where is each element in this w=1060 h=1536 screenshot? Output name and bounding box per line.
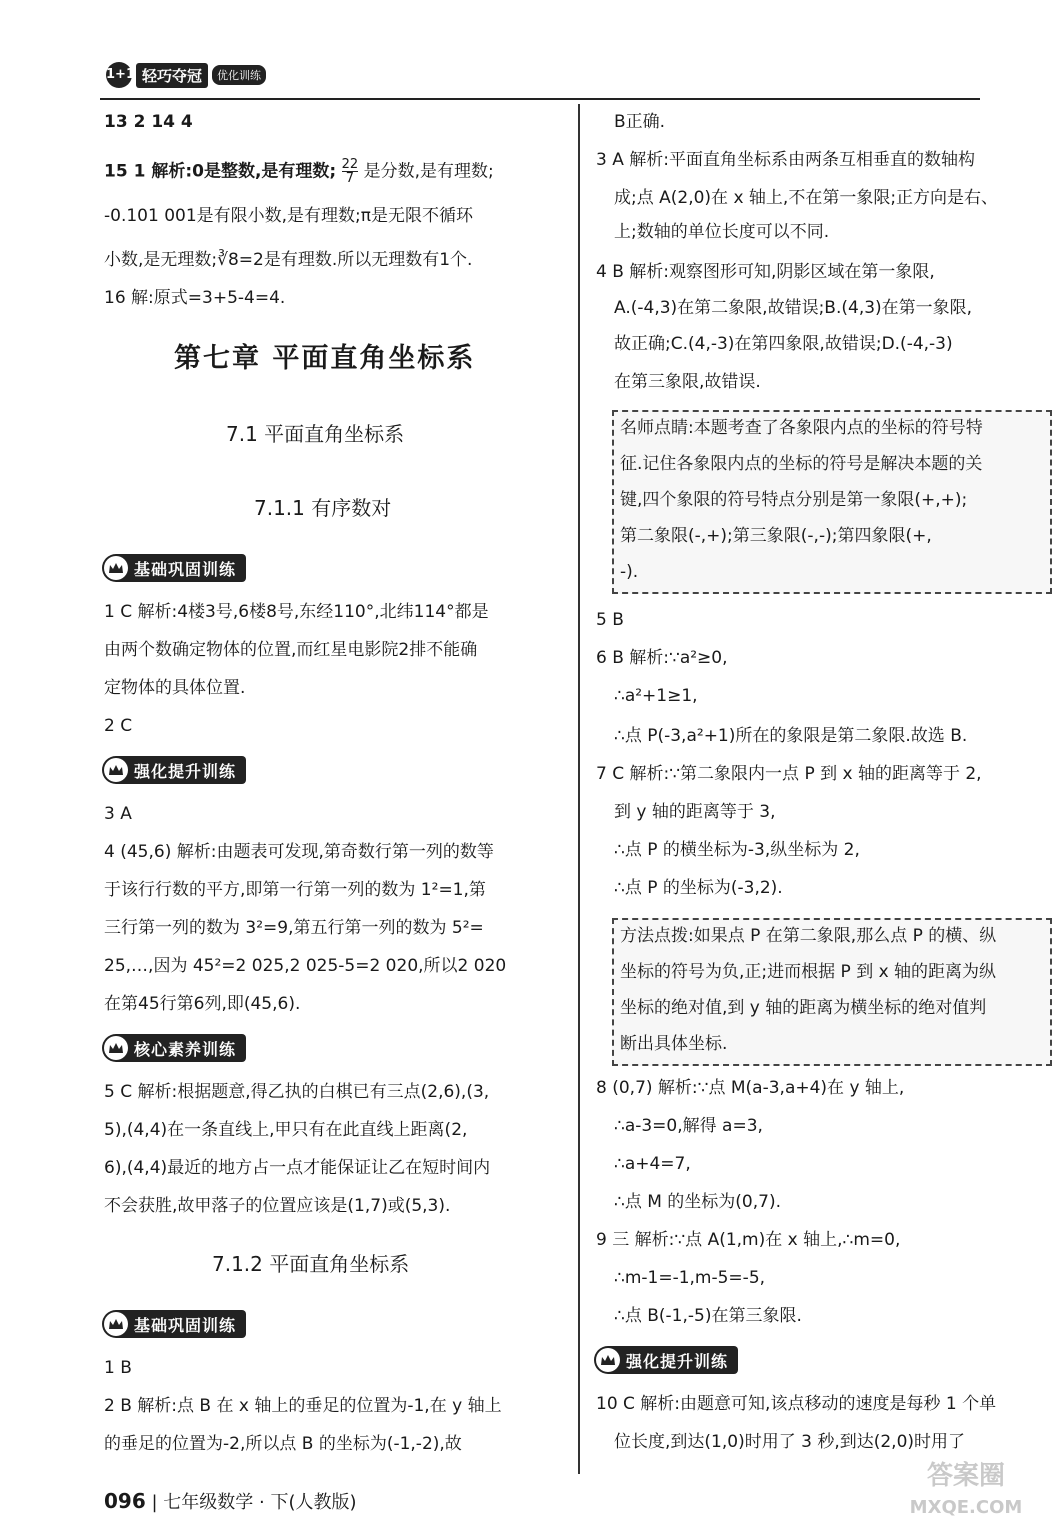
fraction-numerator: 22 [341,157,359,172]
tip-line: 名师点睛:本题考查了各象限内点的坐标的符号特 [620,418,983,438]
logo-subtitle: 优化训练 [212,65,266,85]
answer-line: 5 C 解析:根据题意,得乙执的白棋已有三点(2,6),(3, [104,1082,490,1102]
answer-line: 2 C [104,716,133,736]
tip-line: 键,四个象限的符号特点分别是第一象限(+,+); [620,490,968,510]
answer-text: 15 1 解析:0是整数,是有理数; [104,161,337,182]
tip-line: -). [620,562,639,582]
answer-line: B正确. [614,112,666,132]
crown-icon [596,1348,620,1372]
answer-line: 1 C 解析:4楼3号,6楼8号,东经110°,北纬114°都是 [104,602,489,622]
answer-line: 三行第一列的数为 3²=9,第五行第一列的数为 5²= [104,918,484,938]
answer-line: 故正确;C.(4,-3)在第四象限,故错误;D.(-4,-3) [614,334,953,354]
answer-line: 4 B 解析:观察图形可知,阴影区域在第一象限, [596,262,935,282]
answer-line: 于该行行数的平方,即第一行第一列的数为 1²=1,第 [104,880,486,900]
answer-line: 6 B 解析:∵a²≥0, [596,648,728,668]
tip-line: 断出具体坐标. [620,1034,728,1054]
section-banner [102,756,246,784]
crown-icon [104,758,128,782]
answer-line: A.(-4,3)在第二象限,故错误;B.(4,3)在第一象限, [614,298,973,318]
answer-line: 到 y 轴的距离等于 3, [614,802,776,822]
subsection-title: 7.1.2 平面直角坐标系 [212,1252,410,1276]
banner-label: 基础巩固训练 [134,1315,237,1335]
answer-line: 3 A 解析:平面直角坐标系由两条互相垂直的数轴构 [596,150,975,170]
logo-mark: 1+1 [106,62,132,88]
answer-line: ∴a²+1≥1, [614,686,698,706]
answer-line: ∴点 P 的横坐标为-3,纵坐标为 2, [614,840,860,860]
answer-line: ∴点 P(-3,a²+1)所在的象限是第二象限.故选 B. [614,726,968,746]
answer-line: 不会获胜,故甲落子的位置应该是(1,7)或(5,3). [104,1196,451,1216]
watermark [886,1460,1046,1530]
answer-line: 9 三 解析:∵点 A(1,m)在 x 轴上,∴m=0, [596,1230,901,1250]
answer-line: 13 2 14 4 [104,112,193,132]
fraction [342,158,359,185]
banner-label: 强化提升训练 [626,1351,729,1371]
tip-box [612,410,1052,594]
watermark-line: MXQE.COM [909,1497,1023,1518]
answer-line: 5),(4,4)在一条直线上,甲只有在此直线上距离(2, [104,1120,468,1140]
answer-line: 在第45行第6列,即(45,6). [104,994,301,1014]
answer-line: 在第三象限,故错误. [614,372,761,392]
subsection-title: 7.1.1 有序数对 [254,496,392,520]
fraction-denominator: 7 [342,171,359,185]
answer-line: ∴点 M 的坐标为(0,7). [614,1192,781,1212]
answer-line: 8 (0,7) 解析:∵点 M(a-3,a+4)在 y 轴上, [596,1078,905,1098]
answer-line-15 [104,158,494,185]
answer-line: 4 (45,6) 解析:由题表可发现,第奇数行第一列的数等 [104,842,494,862]
answer-line: 小数,是无理数;∛8=2是有理数.所以无理数有1个. [104,250,473,270]
section-banner [102,1034,246,1062]
tip-box [612,918,1052,1066]
tip-line: 坐标的符号为负,正;进而根据 P 到 x 轴的距离为纵 [620,962,997,982]
tip-line: 征.记住各象限内点的坐标的符号是解决本题的关 [620,454,983,474]
answer-line: ∴点 P 的坐标为(-3,2). [614,878,783,898]
answer-line: ∴a+4=7, [614,1154,691,1174]
answer-line: ∴m-1=-1,m-5=-5, [614,1268,766,1288]
brand-logo [106,62,266,88]
crown-icon [104,1312,128,1336]
answer-line: 2 B 解析:点 B 在 x 轴上的垂足的位置为-1,在 y 轴上 [104,1396,502,1416]
answer-line: 16 解:原式=3+5-4=4. [104,288,286,308]
answer-line: 定物体的具体位置. [104,678,246,698]
answer-line: 上;数轴的单位长度可以不同. [614,222,830,242]
page-number: 096 [104,1489,146,1513]
answer-line: 位长度,到达(1,0)时用了 3 秒,到达(2,0)时用了 [614,1432,966,1452]
answer-line: -0.101 001是有限小数,是有理数;π是无限不循环 [104,206,474,226]
chapter-title: 第七章 平面直角坐标系 [174,343,476,374]
book-title: 七年级数学 · 下(人教版) [163,1492,357,1513]
answer-line: 25,…,因为 45²=2 025,2 025-5=2 020,所以2 020 [104,956,507,976]
column-divider [578,104,580,1474]
answer-text: 是分数,是有理数; [363,161,494,182]
answer-line: 成;点 A(2,0)在 x 轴上,不在第一象限;正方向是右、 [614,188,999,208]
answer-line: 5 B [596,610,624,630]
section-banner [594,1346,738,1374]
crown-icon [104,556,128,580]
answer-line: 1 B [104,1358,132,1378]
banner-label: 基础巩固训练 [134,559,237,579]
tip-line: 方法点拨:如果点 P 在第二象限,那么点 P 的横、纵 [620,926,997,946]
answer-line: 10 C 解析:由题意可知,该点移动的速度是每秒 1 个单 [596,1394,997,1414]
answer-line: 6),(4,4)最近的地方占一点才能保证让乙在短时间内 [104,1158,491,1178]
answer-line: ∴a-3=0,解得 a=3, [614,1116,763,1136]
answer-line: 7 C 解析:∵第二象限内一点 P 到 x 轴的距离等于 2, [596,764,982,784]
answer-line: ∴点 B(-1,-5)在第三象限. [614,1306,802,1326]
banner-label: 强化提升训练 [134,761,237,781]
answer-line: 由两个数确定物体的位置,而红星电影院2排不能确 [104,640,478,660]
page-footer [104,1488,357,1514]
tip-line: 第二象限(-,+);第三象限(-,-);第四象限(+, [620,526,932,546]
watermark-line: 答案圈 [926,1461,1005,1491]
section-title: 7.1 平面直角坐标系 [226,422,405,446]
section-banner [102,554,246,582]
logo-title: 轻巧夺冠 [136,63,208,88]
answer-line: 3 A [104,804,132,824]
footer-separator: | [151,1492,158,1513]
tip-line: 坐标的绝对值,到 y 轴的距离为横坐标的绝对值判 [620,998,987,1018]
answer-line: 的垂足的位置为-2,所以点 B 的坐标为(-1,-2),故 [104,1434,462,1454]
section-banner [102,1310,246,1338]
page-header [100,58,980,100]
banner-label: 核心素养训练 [134,1039,237,1059]
crown-icon [104,1036,128,1060]
